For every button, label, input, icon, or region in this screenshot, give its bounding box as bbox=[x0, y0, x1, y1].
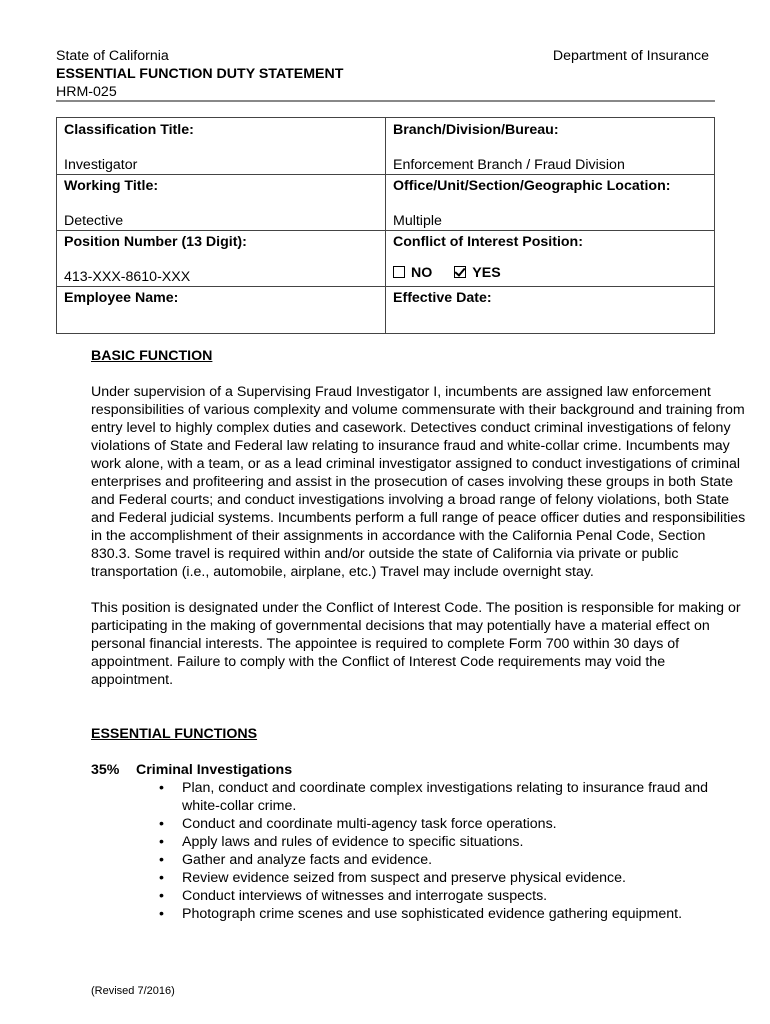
conflict-yes-label: YES bbox=[472, 265, 501, 281]
document-body bbox=[91, 347, 746, 923]
position-number-cell bbox=[57, 231, 386, 287]
basic-function-heading: BASIC FUNCTION bbox=[91, 348, 213, 364]
document-title: ESSENTIAL FUNCTION DUTY STATEMENT bbox=[56, 66, 344, 82]
working-title-value: Detective bbox=[64, 213, 124, 229]
working-title-label: Working Title: bbox=[64, 178, 159, 194]
list-item: • Review evidence seized from suspect and preserve physical evidence. bbox=[91, 869, 746, 887]
conflict-of-interest-cell bbox=[386, 231, 715, 287]
branch-cell bbox=[386, 118, 715, 175]
state-label: State of California bbox=[56, 48, 169, 64]
function-title-text: Criminal Investigations bbox=[136, 762, 293, 778]
classification-title-label: Classification Title: bbox=[64, 122, 194, 138]
list-item: • Gather and analyze facts and evidence. bbox=[91, 851, 746, 869]
department-label: Department of Insurance bbox=[552, 48, 709, 64]
conflict-of-interest-options bbox=[393, 264, 708, 282]
conflict-yes-option[interactable] bbox=[454, 264, 500, 282]
employee-name-label: Employee Name: bbox=[64, 290, 179, 306]
classification-title-value: Investigator bbox=[64, 157, 138, 173]
function-title bbox=[91, 761, 746, 779]
list-item: • Apply laws and rules of evidence to specific situations. bbox=[91, 833, 746, 851]
effective-date-cell bbox=[386, 287, 715, 334]
office-value: Multiple bbox=[393, 213, 442, 229]
revision-footer: (Revised 7/2016) bbox=[91, 985, 175, 997]
header-divider bbox=[56, 100, 715, 102]
basic-function-paragraph-1: Under supervision of a Supervising Fraud Investigator I, incumbents are assigned law enforcement responsibilities of various complexity and volume commensurate with their background and training from entry level to highly complex duties and casework. Detectives conduct criminal investigations of felony violations of State and Federal law relating to insurance fraud and white-collar crime. Incumbents may work alone, with a team, or as a lead criminal investigator assigned to conduct investigations of criminal enterprises and profiteering and assist in the prosecution of cases involving these groups in both State and Federal courts; and conduct investigations involving a broad range of felony violations, both State and Federal judicial systems. Incumbents perform a full range of peace officer duties and responsibilities in the accomplishment of their assignments in accordance with the California Penal Code, Section 830.3. Some travel is required within and/or outside the state of California via private or public transportation (i.e., automobile, airplane, etc.) Travel may include overnight stay. bbox=[91, 384, 746, 580]
conflict-no-label: NO bbox=[411, 265, 433, 281]
conflict-no-option[interactable] bbox=[393, 264, 432, 282]
employee-name-cell bbox=[57, 287, 386, 334]
position-number-label: Position Number (13 Digit): bbox=[64, 234, 247, 250]
working-title-cell bbox=[57, 175, 386, 231]
list-item: • Photograph crime scenes and use sophisticated evidence gathering equipment. bbox=[91, 905, 746, 923]
office-cell bbox=[386, 175, 715, 231]
essential-functions-heading: ESSENTIAL FUNCTIONS bbox=[91, 726, 258, 742]
conflict-of-interest-label: Conflict of Interest Position: bbox=[393, 234, 583, 250]
position-number-value: 413-XXX-8610-XXX bbox=[64, 269, 191, 285]
function-percent: 35% bbox=[91, 762, 120, 778]
form-id: HRM-025 bbox=[56, 84, 117, 100]
document-header bbox=[56, 47, 713, 101]
function-bullet-list bbox=[91, 779, 746, 923]
list-item: • Conduct and coordinate multi-agency task force operations. bbox=[91, 815, 746, 833]
office-label: Office/Unit/Section/Geographic Location: bbox=[393, 178, 671, 194]
list-item: • Conduct interviews of witnesses and interrogate suspects. bbox=[91, 887, 746, 905]
checkbox-checked-icon bbox=[454, 266, 466, 278]
list-item: • Plan, conduct and coordinate complex investigations relating to insurance fraud and white-collar crime. bbox=[91, 779, 746, 815]
basic-function-paragraph-2: This position is designated under the Conflict of Interest Code. The position is responsible for making or participating in the making of governmental decisions that may potentially have a material effect on personal financial interests. The appointee is required to complete Form 700 within 30 days of appointment. Failure to comply with the Conflict of Interest Code requirements may void the appointment. bbox=[91, 600, 741, 688]
checkbox-empty-icon bbox=[393, 266, 405, 278]
branch-label: Branch/Division/Bureau: bbox=[393, 122, 559, 138]
position-info-table bbox=[56, 117, 715, 334]
effective-date-label: Effective Date: bbox=[393, 290, 492, 306]
classification-title-cell bbox=[57, 118, 386, 175]
branch-value: Enforcement Branch / Fraud Division bbox=[393, 157, 625, 173]
